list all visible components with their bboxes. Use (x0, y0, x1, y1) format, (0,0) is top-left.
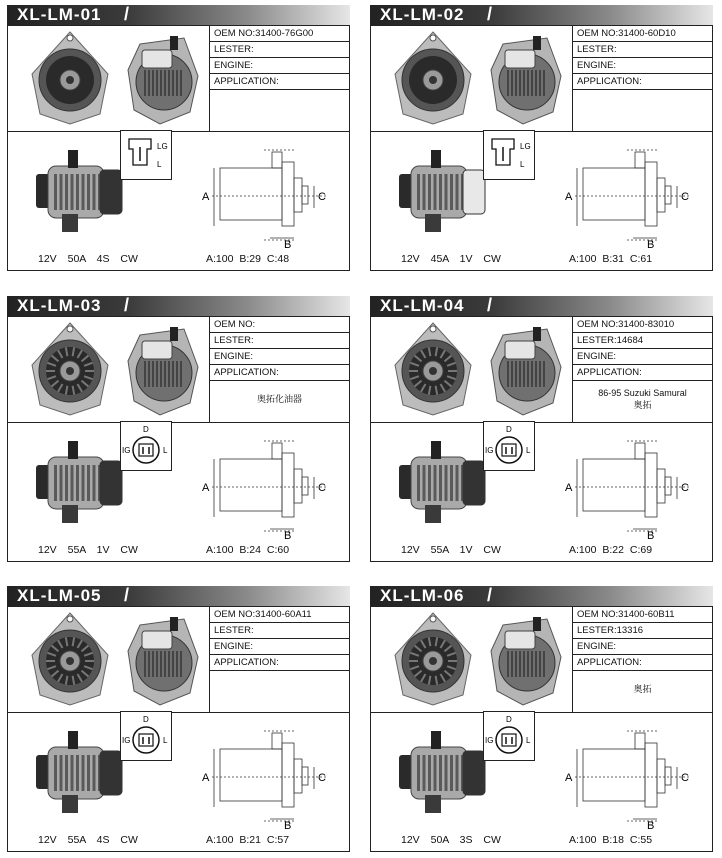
plug-label-ig: IG (485, 446, 494, 455)
dimension-values: A:100 B:24 C:60 (206, 544, 290, 556)
connector-plug-icon (121, 712, 171, 760)
oem-row: OEM NO:31400-60A11 (210, 607, 349, 623)
spec-line: 12V 45A 1V CW (401, 253, 501, 265)
card-header (370, 296, 713, 316)
alternator-front-photo (391, 611, 475, 707)
connector-plug-icon (484, 131, 534, 179)
plug-label-d: D (506, 425, 512, 434)
dim-label-b: B (284, 530, 292, 542)
alternator-side-photo (28, 144, 126, 238)
section-divider (371, 712, 712, 713)
section-divider (371, 131, 712, 132)
plug-label-ig: IG (122, 446, 131, 455)
oem-row: OEM NO: (210, 317, 349, 333)
spec-line: 12V 50A 3S CW (401, 834, 501, 846)
alternator-rear-photo (483, 30, 567, 126)
dimension-values: A:100 B:29 C:48 (206, 253, 290, 265)
plug-label-d: D (143, 715, 149, 724)
header-slash: / (487, 295, 493, 315)
card-body (370, 25, 713, 271)
model-number: XL-LM-05 (17, 586, 102, 605)
section-divider (8, 712, 349, 713)
alternator-front-photo (391, 321, 475, 417)
application-note: 奥拓 (633, 684, 652, 694)
product-card (7, 5, 350, 271)
dim-label-a: A (202, 191, 210, 203)
plug-label-lg: LG (520, 142, 531, 151)
oem-row: OEM NO:31400-60D10 (573, 26, 712, 42)
oem-row: OEM NO:31400-83010 (573, 317, 712, 333)
dimension-diagram (557, 729, 707, 833)
oem-row: OEM NO:31400-76G00 (210, 26, 349, 42)
alternator-side-photo (28, 435, 126, 529)
dimension-values: A:100 B:22 C:69 (569, 544, 653, 556)
card-body (7, 316, 350, 562)
dim-label-c: C (318, 772, 326, 784)
engine-row: ENGINE: (210, 639, 349, 655)
lester-row: LESTER: (210, 623, 349, 639)
alternator-rear-photo (483, 321, 567, 417)
product-card (7, 586, 350, 852)
section-divider (371, 422, 712, 423)
dim-label-c: C (681, 191, 689, 203)
model-number: XL-LM-03 (17, 296, 102, 315)
connector-plug-box (120, 130, 172, 180)
card-body (370, 606, 713, 852)
product-card (370, 586, 713, 852)
card-header (370, 586, 713, 606)
dim-label-c: C (681, 482, 689, 494)
dim-label-c: C (681, 772, 689, 784)
spec-line: 12V 55A 1V CW (38, 544, 138, 556)
plug-label-ig: IG (485, 736, 494, 745)
product-card (370, 5, 713, 271)
card-header (7, 296, 350, 316)
dim-label-c: C (318, 482, 326, 494)
card-header (7, 586, 350, 606)
plug-label-l: L (526, 446, 531, 455)
dim-label-b: B (647, 530, 655, 542)
alternator-side-photo (391, 725, 489, 819)
plug-label-l: L (163, 736, 168, 745)
spec-line: 12V 50A 4S CW (38, 253, 138, 265)
product-card (7, 296, 350, 562)
alternator-front-photo (28, 30, 112, 126)
application-row: APPLICATION: (210, 365, 349, 381)
header-slash: / (487, 4, 493, 24)
card-body (7, 606, 350, 852)
plug-label-lg: LG (157, 142, 168, 151)
connector-plug-icon (121, 422, 171, 470)
alternator-side-photo (28, 725, 126, 819)
dimension-values: A:100 B:18 C:55 (569, 834, 653, 846)
connector-plug-icon (121, 131, 171, 179)
section-divider (8, 422, 349, 423)
dimension-diagram (194, 439, 344, 543)
application-row: APPLICATION: (573, 365, 712, 381)
lester-row: LESTER:13316 (573, 623, 712, 639)
dim-label-a: A (202, 772, 210, 784)
section-divider (8, 131, 349, 132)
dimension-diagram (557, 439, 707, 543)
plug-label-l: L (157, 160, 162, 169)
plug-label-l: L (163, 446, 168, 455)
connector-plug-icon (484, 712, 534, 760)
dim-label-a: A (565, 772, 573, 784)
application-row: APPLICATION: (573, 655, 712, 671)
spec-line: 12V 55A 4S CW (38, 834, 138, 846)
spec-line: 12V 55A 1V CW (401, 544, 501, 556)
alternator-rear-photo (120, 30, 204, 126)
dim-label-a: A (565, 191, 573, 203)
plug-label-d: D (143, 425, 149, 434)
dim-label-b: B (284, 239, 292, 251)
model-number: XL-LM-06 (380, 586, 465, 605)
dimension-diagram (194, 729, 344, 833)
alternator-front-photo (28, 321, 112, 417)
product-card (370, 296, 713, 562)
connector-plug-box (120, 421, 172, 471)
alternator-side-photo (391, 144, 489, 238)
engine-row: ENGINE: (210, 58, 349, 74)
dimension-values: A:100 B:31 C:61 (569, 253, 653, 265)
application-row: APPLICATION: (210, 655, 349, 671)
alternator-side-photo (391, 435, 489, 529)
application-row: APPLICATION: (210, 74, 349, 90)
dim-label-b: B (647, 239, 655, 251)
alternator-front-photo (391, 30, 475, 126)
dim-label-c: C (318, 191, 326, 203)
header-slash: / (124, 585, 130, 605)
card-header (7, 5, 350, 25)
oem-row: OEM NO:31400-60B11 (573, 607, 712, 623)
engine-row: ENGINE: (210, 349, 349, 365)
connector-plug-box (483, 421, 535, 471)
application-note: 奥拓化油器 (256, 394, 302, 404)
header-slash: / (124, 4, 130, 24)
dim-label-a: A (565, 482, 573, 494)
engine-row: ENGINE: (573, 58, 712, 74)
application-note-2: 奥拓 (633, 400, 652, 410)
lester-row: LESTER: (573, 42, 712, 58)
connector-plug-box (483, 130, 535, 180)
model-number: XL-LM-01 (17, 5, 102, 24)
alternator-rear-photo (120, 321, 204, 417)
engine-row: ENGINE: (573, 639, 712, 655)
plug-label-l: L (526, 736, 531, 745)
plug-label-d: D (506, 715, 512, 724)
dimension-diagram (557, 148, 707, 252)
connector-plug-box (483, 711, 535, 761)
plug-label-ig: IG (122, 736, 131, 745)
lester-row: LESTER:14684 (573, 333, 712, 349)
card-body (370, 316, 713, 562)
lester-row: LESTER: (210, 333, 349, 349)
dimension-diagram (194, 148, 344, 252)
application-row: APPLICATION: (573, 74, 712, 90)
header-slash: / (487, 585, 493, 605)
dimension-values: A:100 B:21 C:57 (206, 834, 290, 846)
model-number: XL-LM-04 (380, 296, 465, 315)
lester-row: LESTER: (210, 42, 349, 58)
model-number: XL-LM-02 (380, 5, 465, 24)
plug-label-l: L (520, 160, 525, 169)
connector-plug-icon (484, 422, 534, 470)
application-note: 86-95 Suzuki Samural (598, 388, 687, 398)
card-body (7, 25, 350, 271)
header-slash: / (124, 295, 130, 315)
alternator-front-photo (28, 611, 112, 707)
dim-label-b: B (647, 820, 655, 832)
engine-row: ENGINE: (573, 349, 712, 365)
dim-label-b: B (284, 820, 292, 832)
connector-plug-box (120, 711, 172, 761)
card-header (370, 5, 713, 25)
dim-label-a: A (202, 482, 210, 494)
alternator-rear-photo (483, 611, 567, 707)
alternator-rear-photo (120, 611, 204, 707)
